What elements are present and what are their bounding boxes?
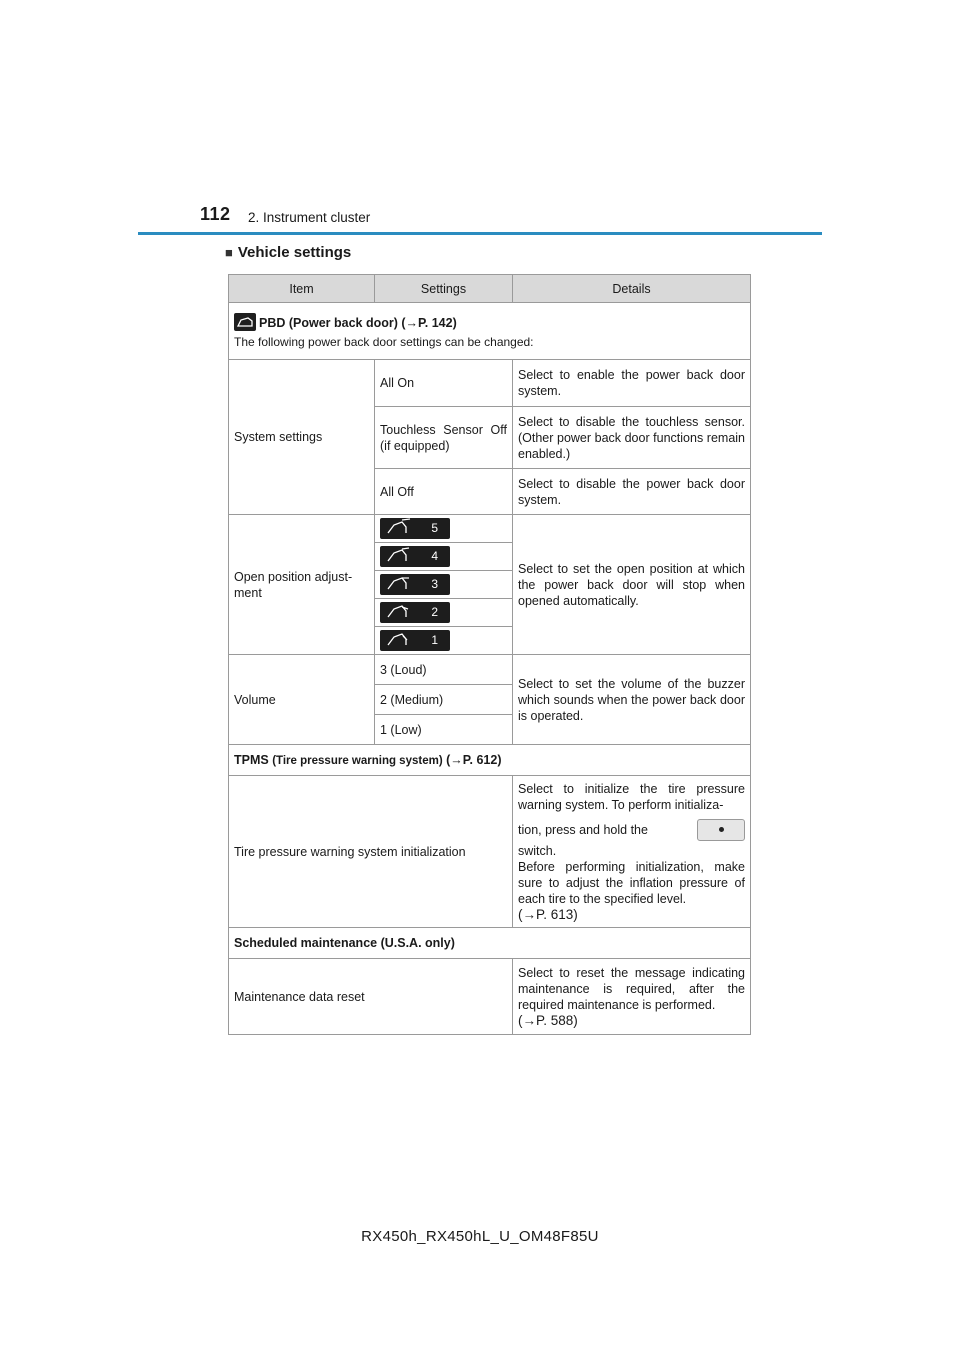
volume-medium: 2 (Medium)	[375, 685, 513, 715]
tpms-detail: Select to initialize the tire pressure warning system. To perform initializa- tion, press and hold the switch. Before performing initialization, make sure to adjust the inflation pressure of each tire to the specified level. (→P. 613)	[513, 776, 751, 928]
tire-pressure-switch-icon	[697, 819, 745, 841]
table-row	[229, 515, 751, 543]
power-back-door-icon	[234, 313, 256, 331]
tpms-group-row	[229, 745, 751, 776]
maintenance-detail: Select to reset the message indicating maintenance is required, after the required maintenance is performed. (→P. 588)	[513, 959, 751, 1035]
back-door-position-4-icon: 4	[380, 546, 450, 567]
document-footer: RX450h_RX450hL_U_OM48F85U	[361, 1228, 599, 1245]
open-position-3	[375, 571, 513, 599]
back-door-position-2-icon: 2	[380, 602, 450, 623]
pbd-group-title: PBD (Power back door) (→P. 142)	[234, 316, 457, 330]
page-number: 112	[200, 204, 231, 224]
volume-loud: 3 (Loud)	[375, 655, 513, 685]
detail-all-off: Select to disable the power back door system.	[513, 469, 751, 515]
table-row	[229, 959, 751, 1035]
open-position-1	[375, 627, 513, 655]
table-row	[229, 655, 751, 685]
setting-all-on: All On	[375, 360, 513, 407]
pbd-group-subtitle: The following power back door settings can be changed:	[234, 334, 534, 349]
maintenance-group-title: Scheduled maintenance (U.S.A. only)	[234, 936, 455, 950]
tpms-detail-press: tion, press and hold the	[518, 822, 648, 837]
open-position-detail: Select to set the open position at which the power back door will stop when opened automatically.	[513, 515, 751, 655]
tpms-item: Tire pressure warning system initialization	[229, 776, 513, 928]
header-rule	[138, 232, 822, 235]
column-header-item: Item	[229, 275, 375, 303]
system-settings-label: System settings	[229, 360, 375, 515]
back-door-position-5-icon: 5	[380, 518, 450, 539]
maintenance-item: Maintenance data reset	[229, 959, 513, 1035]
column-header-settings: Settings	[375, 275, 513, 303]
section-heading: 2. Instrument cluster	[248, 210, 371, 225]
setting-all-off: All Off	[375, 469, 513, 515]
table-row	[229, 360, 751, 407]
setting-touchless-off: Touchless Sensor Off (if equipped)	[375, 407, 513, 469]
column-header-details: Details	[513, 275, 751, 303]
open-position-2	[375, 599, 513, 627]
maintenance-detail-ref: (→P. 588)	[518, 1012, 578, 1028]
section-title	[225, 244, 351, 261]
tpms-detail-ref: (→P. 613)	[518, 906, 578, 922]
detail-touchless-off: Select to disable the touchless sensor. (Other power back door functions remain enabled.)	[513, 407, 751, 469]
open-position-label: Open position adjust-ment	[229, 515, 375, 655]
back-door-position-1-icon: 1	[380, 630, 450, 651]
tpms-detail-before: Before performing initialization, make sure to adjust the inflation pressure of each tire to the specified level.	[518, 859, 745, 906]
table-row	[229, 776, 751, 928]
detail-all-on: Select to enable the power back door system.	[513, 360, 751, 407]
maintenance-group-row	[229, 928, 751, 959]
square-bullet-icon: ■	[225, 245, 233, 260]
back-door-position-3-icon: 3	[380, 574, 450, 595]
open-position-5	[375, 515, 513, 543]
tpms-detail-switch: switch.	[518, 843, 557, 858]
table-header-row	[229, 275, 751, 303]
tpms-group-title: TPMS (Tire pressure warning system) (→P. 612)	[229, 745, 751, 776]
vehicle-settings-table	[228, 274, 751, 1035]
section-title-text: Vehicle settings	[237, 244, 352, 261]
volume-label: Volume	[229, 655, 375, 745]
volume-low: 1 (Low)	[375, 715, 513, 745]
volume-detail: Select to set the volume of the buzzer which sounds when the power back door is operated.	[513, 655, 751, 745]
pbd-group-row	[229, 303, 751, 360]
open-position-4	[375, 543, 513, 571]
